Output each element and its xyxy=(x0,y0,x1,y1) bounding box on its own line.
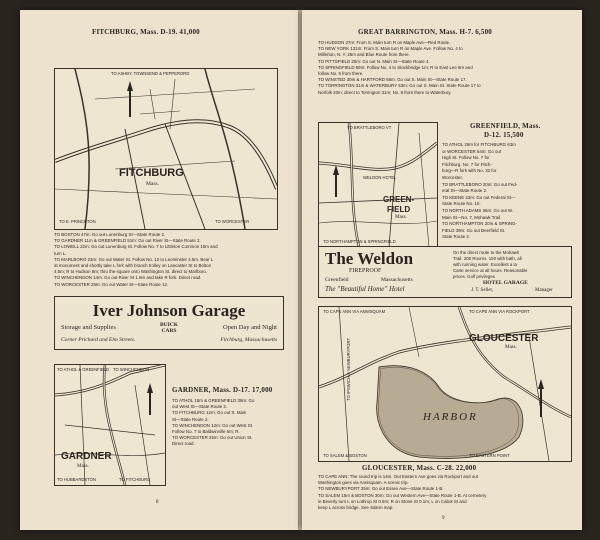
route-line: Worcester. xyxy=(442,174,463,180)
greenfield-label-bottom: TO NORTHAMPTON & SPRINGFIELD xyxy=(323,239,396,244)
route-line: burg—R fork with No. 32 for xyxy=(442,168,497,174)
route-line: TO WINCHENDON 14m: Go out River St 1.5m and take R fork. Direct road. xyxy=(54,275,202,281)
gloucester-label-bottom-right: TO EASTERN POINT xyxy=(469,453,510,458)
greenfield-label-top: TO BRATTLEBORO VT xyxy=(347,125,392,130)
route-line: TO PITTSFIELD 20m: Go out N. Main St—State Route 4. xyxy=(318,58,430,64)
weldon-text-line: with running water. Excellent a la xyxy=(453,262,517,267)
route-line: State Route No. 10. xyxy=(442,201,481,207)
route-line: TO SPRINGFIELD 59m: Follow No. 4 to Stockbridge 1m; R to East Lee 6m and xyxy=(318,64,473,70)
weldon-state: Massachusetts xyxy=(381,277,413,283)
page-number: 9 xyxy=(442,516,445,521)
weldon-text-line: On the direct route to the Mohawk xyxy=(453,250,520,255)
greenfield-code: D-12. 15,500 xyxy=(484,131,524,139)
route-line: TO WINSTED 30m & HARTFORD 56m: Go out S. Main St—State Route 17. xyxy=(318,77,467,83)
route-line: TO LOWELL 22m: Go out Lunenburg St. Follow No. 7 to Littleton Common 15m and xyxy=(54,244,218,250)
route-line: TO GARDNER 11m & GREENFIELD 51m: Go out River St—State Route 2. xyxy=(54,238,201,244)
gardner-header: GARDNER, Mass. D-17. 17,000 xyxy=(172,386,273,394)
weldon-hotel-marker: WELDON HOTEL xyxy=(363,175,397,180)
route-line: TO BRATTLEBORO 20m: Go out Fed- xyxy=(442,181,518,187)
weldon-text-line: Carte service at all hours. Reasonable xyxy=(453,268,528,273)
route-line: TO WORCESTER 25m: Go out Union St. xyxy=(172,435,253,441)
gardner-map-sub: Mass. xyxy=(77,464,89,469)
route-line: turn L. xyxy=(54,250,67,256)
route-line: State Route 2. xyxy=(442,234,471,240)
route-line: TO NORTHAMPTON 20m & SPRING- xyxy=(442,221,517,227)
greenfield-header: GREENFIELD, Mass. xyxy=(470,122,541,130)
gloucester-map-sub: Mass. xyxy=(505,345,517,350)
gloucester-label-bottom-left: TO SALEM & BOSTON xyxy=(323,453,367,458)
route-line: Main St—No. 7, Mohawk Trail. xyxy=(442,214,502,220)
gardner-map xyxy=(54,364,166,486)
route-line: TO NEWBURYPORT 25m: Go out Essex Ave—State Route 1-B. xyxy=(318,486,444,492)
route-line: TO SALEM 15m & BOSTON 30m: Go out Western Ave—State Route 1-B. At cemetery xyxy=(318,492,487,498)
greenfield-routes xyxy=(442,142,570,241)
route-line: TO NORTH ADAMS 36m: Go out W. xyxy=(442,207,514,213)
route-line: TO FITCHBURG 12m: Go out S. Main xyxy=(172,410,247,416)
gloucester-map-title: GLOUCESTER xyxy=(469,333,539,344)
weldon-fireproof: FIREPROOF xyxy=(349,268,382,274)
weldon-slogan: The "Beautiful Home" Hotel xyxy=(325,285,405,293)
route-line: TO TORRINGTON 31m & WATERBURY 53m: Go out S. Main St. State Route 17 to xyxy=(318,83,481,89)
route-line: TO WORCESTER 25m: Go out Water St—State Route 12. xyxy=(54,281,169,287)
ad-right-text: Open Day and Night xyxy=(223,324,277,331)
route-line: FIELD 39m: Go out Deerfield St. xyxy=(442,227,506,233)
gardner-map-title: GARDNER xyxy=(61,451,112,462)
route-line: follow No. 5 from there. xyxy=(318,71,364,77)
route-line: TO KEENE 23m: Go out Federal St— xyxy=(442,194,516,200)
gloucester-routes xyxy=(318,474,572,511)
weldon-city: Greenfield xyxy=(325,277,349,283)
map-subtitle: Mass. xyxy=(146,181,159,187)
map-title: FITCHBURG xyxy=(119,167,184,179)
gardner-label-bottom-right: TO FITCHBURG xyxy=(119,477,151,482)
fitchburg-map xyxy=(54,68,278,230)
route-line: 4.5m; R to Hudson 8m; thru the square onto Washington St. direct to Marlboro. xyxy=(54,269,208,275)
fitchburg-routes xyxy=(54,232,286,288)
route-line: or WORCESTER 64m: Go out xyxy=(442,148,502,154)
gardner-label-top-left: TO ATHOL & GREENFIELD xyxy=(57,367,110,372)
ad-address: Corner Prichard and Elm Streets. xyxy=(61,337,136,343)
gloucester-harbor: HARBOR xyxy=(423,411,478,423)
gardner-label-top-right: TO WINCHENDON xyxy=(113,367,150,372)
iver-johnson-ad xyxy=(54,296,284,350)
route-line: in Beverly turn L on Lothrop St 0.5m; R on Stone St 0.1m; L on Cabot St and xyxy=(318,498,467,504)
route-line: Norfolk 20m; direct to Torrington 31m; No. 8 from there to Waterbury. xyxy=(318,89,452,95)
route-line: TO ATHOL 26m for FITCHBURG 63m xyxy=(442,142,516,147)
right-page xyxy=(302,10,582,530)
gloucester-label-top-left: TO CAPE ANN VIA ANNISQUAM xyxy=(323,309,386,314)
route-line: eral St—State Route 2. xyxy=(442,188,488,194)
great-barrington-routes xyxy=(318,40,570,96)
route-line: TO CAPE ANN: The round trip is 14m. Out Eastern Ave goes via Rockport and out xyxy=(318,474,478,479)
route-line: TO ATHOL 15m & GREENFIELD 38m: Go xyxy=(172,398,255,403)
gloucester-map xyxy=(318,306,572,462)
map-label-bottom-right: TO WORCESTER xyxy=(215,219,250,224)
weldon-text-line: prices. Golf privileges xyxy=(453,274,495,279)
route-line: TO WINCHENDON 12m: Go out West St. xyxy=(172,422,254,428)
route-line: Washington goes via Annisquam. A scenic trip. xyxy=(318,480,409,486)
greenfield-map xyxy=(318,122,438,248)
weldon-manager-name: J. T. Seller, xyxy=(471,288,494,293)
gardner-routes xyxy=(172,398,284,448)
route-line: TO BOSTON 47m: Go out Lunenburg St—State Route 2. xyxy=(54,232,166,237)
route-line: St—State Route 2. xyxy=(172,416,209,422)
map-label-top: TO ASHBY, TOWNSEND & PEPPERORD xyxy=(111,71,190,76)
ad-cars: CARS xyxy=(161,328,177,334)
route-line: TO MARLBORO 23m: Go out Water St. Follow No. 12 to Leominster 4.5m. Bear L xyxy=(54,256,214,262)
fitchburg-header: FITCHBURG, Mass. D-19. 41,000 xyxy=(92,28,200,36)
route-line: Follow No. 7 to Baldwinville 5m; R. xyxy=(172,429,240,435)
page-number: 8 xyxy=(156,500,159,505)
weldon-manager-title: Manager xyxy=(535,288,553,293)
route-line: High St. Follow No. 7 for xyxy=(442,155,490,161)
weldon-hotel-ad xyxy=(318,246,572,298)
greenfield-map-sub: Mass. xyxy=(395,215,407,220)
gloucester-label-top-right: TO CAPE ANN VIA ROCKPORT xyxy=(469,309,530,314)
greenfield-map-title: GREEN- xyxy=(383,195,415,204)
ad-left-text: Storage and Supplies xyxy=(61,324,116,331)
gloucester-label-left: TO IPSWICH & NEWBURYPORT xyxy=(345,338,351,401)
gloucester-header: GLOUCESTER, Mass. C-28. 22,000 xyxy=(362,464,477,472)
ad-buick: BUICK xyxy=(159,322,179,328)
route-line: out West St—State Route 2. xyxy=(172,404,228,410)
weldon-description xyxy=(453,250,569,280)
ad-city: Fitchburg, Massachusetts xyxy=(220,337,277,343)
weldon-garage: HOTEL GARAGE xyxy=(483,280,528,286)
route-line: keep L across bridge. See Salem map. xyxy=(318,505,394,511)
left-page xyxy=(20,10,298,530)
greenfield-map-title2: FIELD xyxy=(387,205,411,214)
weldon-text-line: Trail. 200 Rooms. 150 with bath, all xyxy=(453,256,522,261)
route-line: Millerton, N. Y. 25m and Blue Route from there. xyxy=(318,52,410,58)
route-line: TO HUDSON 27m: From S. Main turn R on Maple Ave—Red Route. xyxy=(318,40,451,45)
map-label-bottom-left: TO E. PRINCETON xyxy=(59,219,96,224)
great-barrington-header: GREAT BARRINGTON, Mass. H-7. 6,500 xyxy=(358,28,492,36)
ad-title: Iver Johnson Garage xyxy=(92,301,246,320)
weldon-title: The Weldon xyxy=(325,249,414,268)
route-line: at monument and shortly take L fork with branch trolley on Lancaster St to Bolton xyxy=(54,263,212,269)
route-line: Direct road. xyxy=(172,441,195,447)
route-line: Fitchburg. No. 7 for Fitch- xyxy=(442,161,492,167)
gardner-label-bottom-left: TO HUBBARDSTON xyxy=(57,477,96,482)
route-line: TO NEW YORK 131m: From S. Main turn R on Maple Ave. Follow No. 4 to xyxy=(318,46,463,52)
